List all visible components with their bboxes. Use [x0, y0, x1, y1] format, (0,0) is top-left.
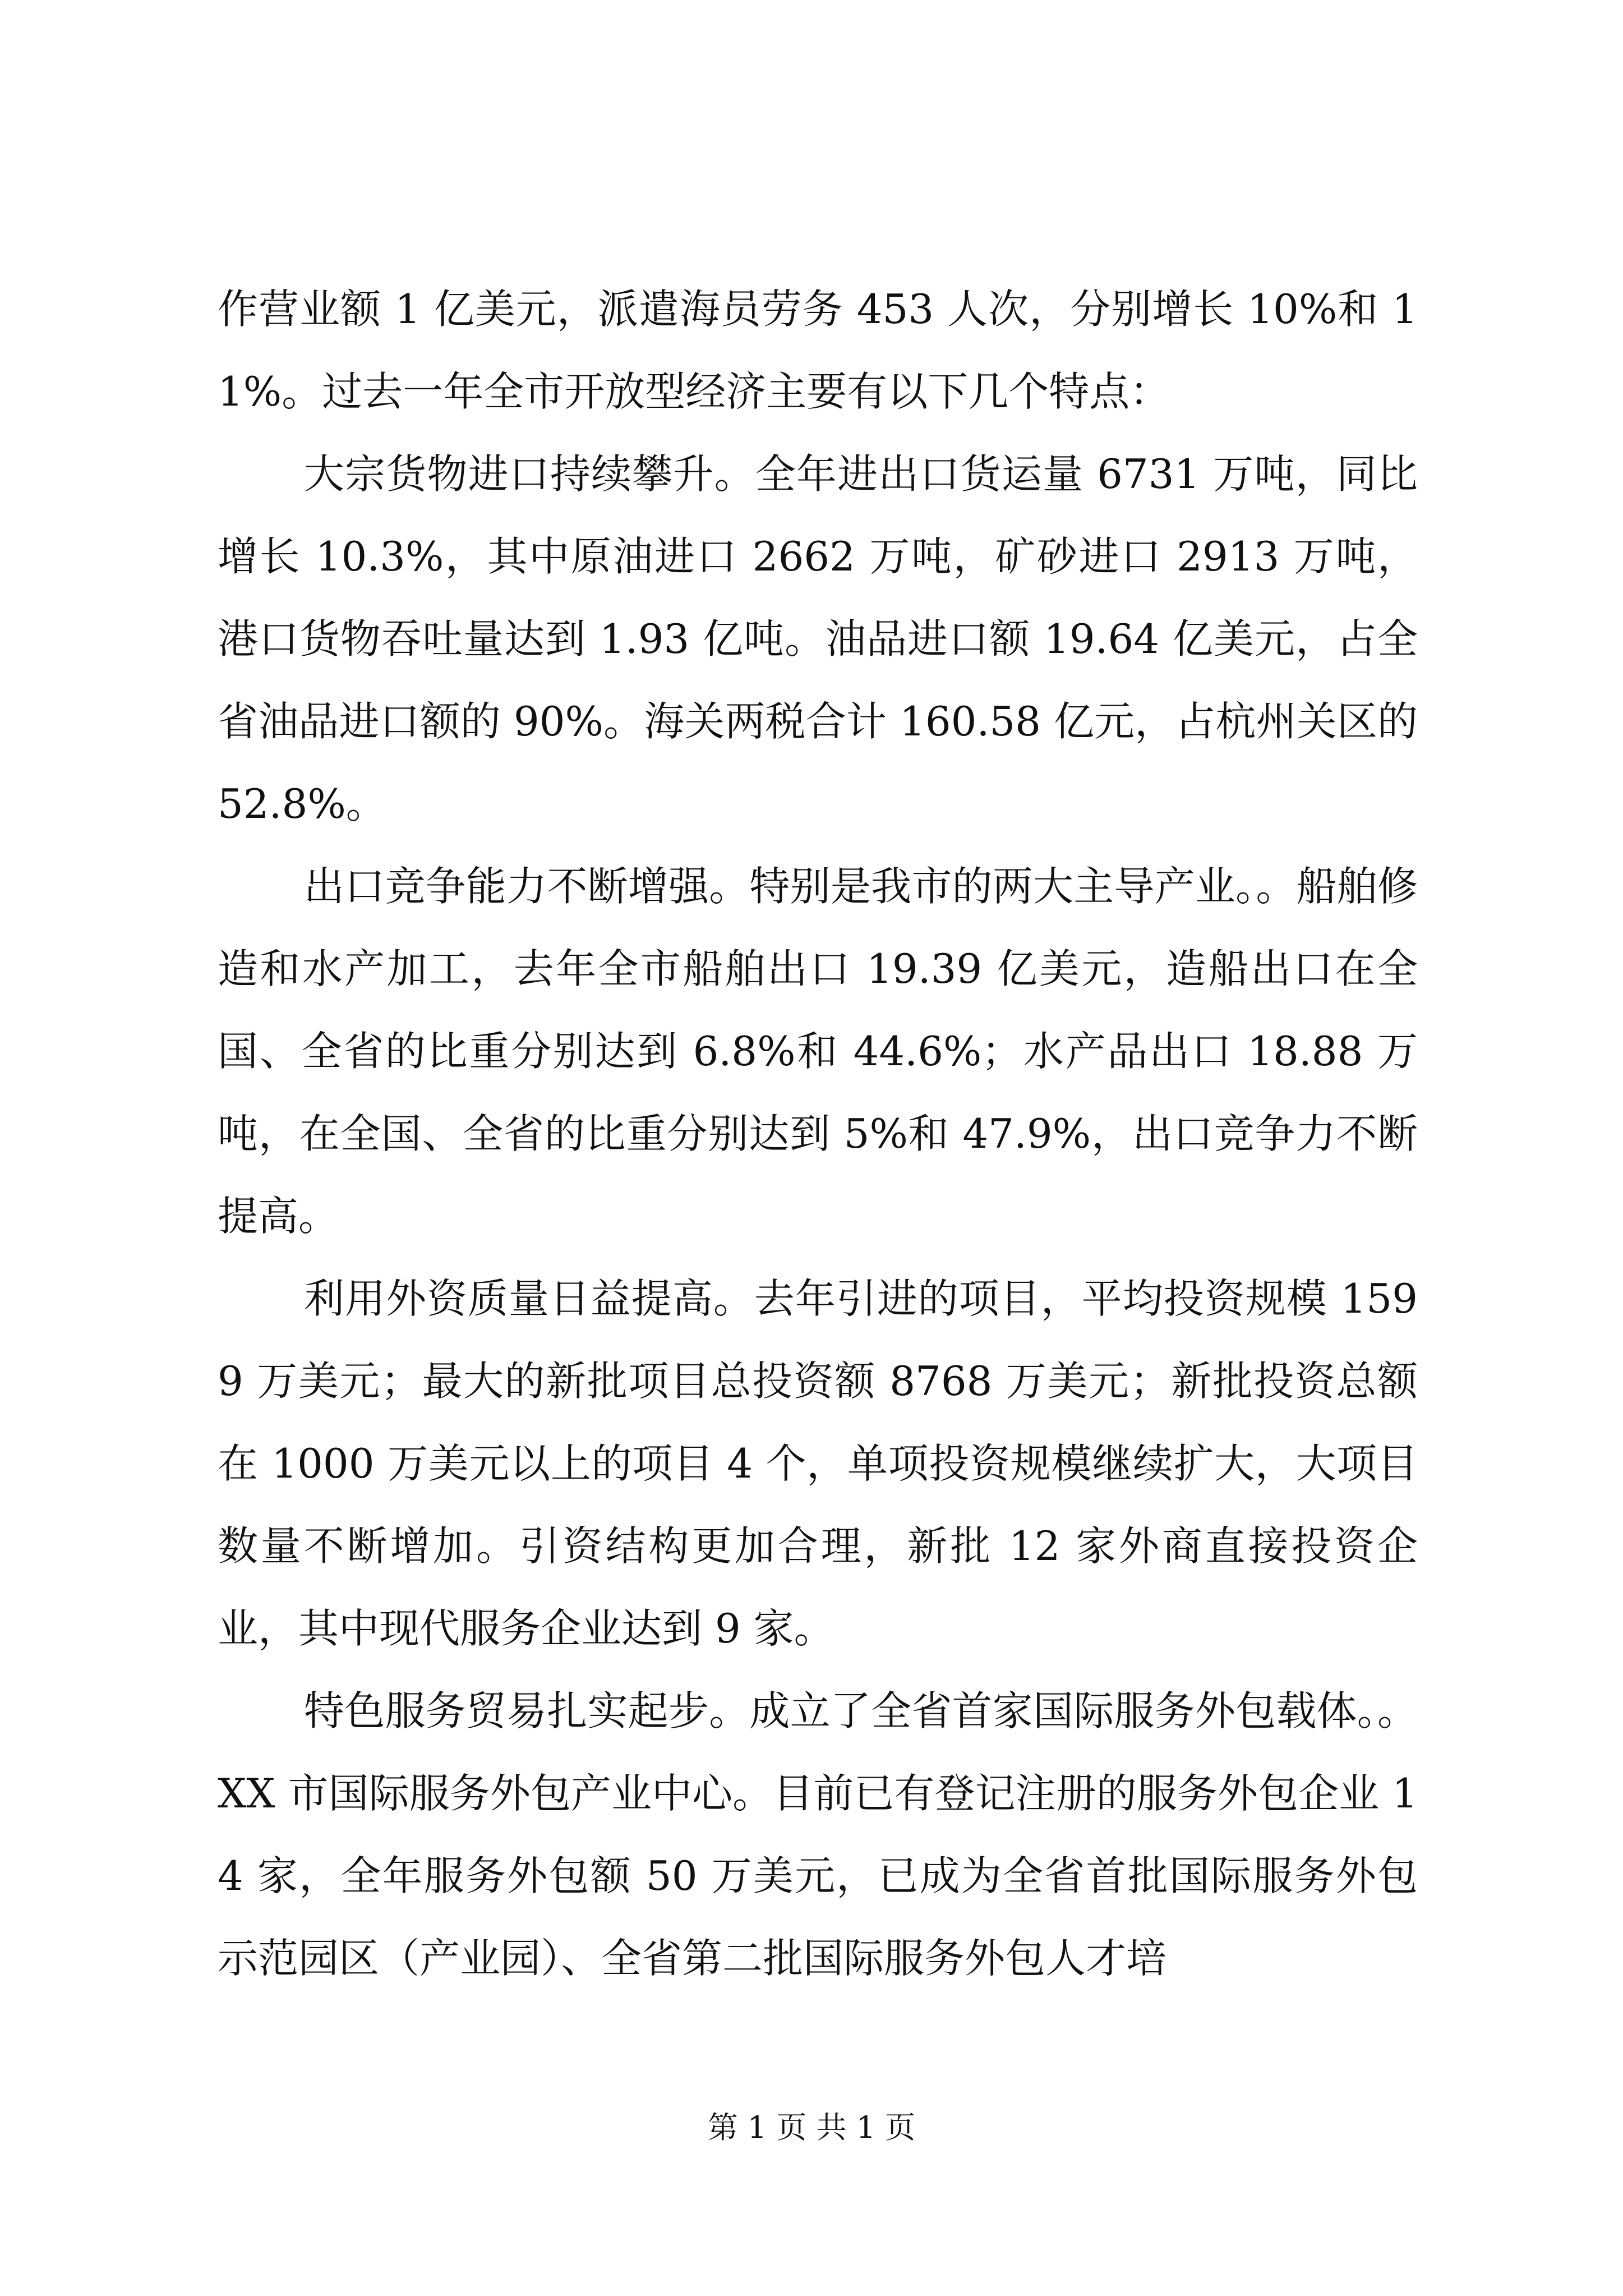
- page-footer: [0, 2108, 1623, 2147]
- paragraph-5: 特色服务贸易扎实起步。成立了全省首家国际服务外包载体。。XX 市国际服务外包产业中心。目前已有登记注册的服务外包企业 14 家，全年服务外包额 50 万美元，已成为全省首批国际服务外包示范园区（产业园）、全省第二批国际服务外包人才培: [218, 1687, 1418, 1982]
- paragraph-1: 作营业额 1 亿美元，派遣海员劳务 453 人次，分别增长 10%和 11%。过去一年全市开放型经济主要有以下几个特点：: [218, 286, 1418, 415]
- page-number-label: 第 1 页 共 1 页: [707, 2110, 916, 2145]
- paragraph-4: 利用外资质量日益提高。去年引进的项目，平均投资规模 1599 万美元；最大的新批项目总投资额 8768 万美元；新批投资总额在 1000 万美元以上的项目 4 个，单项投资规模继续扩大，大项目数量不断增加。引资结构更加合理，新批 12 家外商直接投资企业，其中现代服务企业达到 9 家。: [218, 1275, 1418, 1652]
- paragraph-2: 大宗货物进口持续攀升。全年进出口货运量 6731 万吨，同比增长 10.3%，其中原油进口 2662 万吨，矿砂进口 2913 万吨，港口货物吞吐量达到 1.93 亿吨。油品进口额 19.64 亿美元，占全省油品进口额的 90%。海关两税合计 160.58 亿元，占杭州关区的 52.8%。: [218, 450, 1418, 827]
- document-body: [218, 268, 1418, 2000]
- paragraph-3: 出口竞争能力不断增强。特别是我市的两大主导产业。。船舶修造和水产加工，去年全市船舶出口 19.39 亿美元，造船出口在全国、全省的比重分别达到 6.8%和 44.6%；水产品出口 18.88 万吨，在全国、全省的比重分别达到 5%和 47.9%，出口竞争力不断提高。: [218, 863, 1418, 1240]
